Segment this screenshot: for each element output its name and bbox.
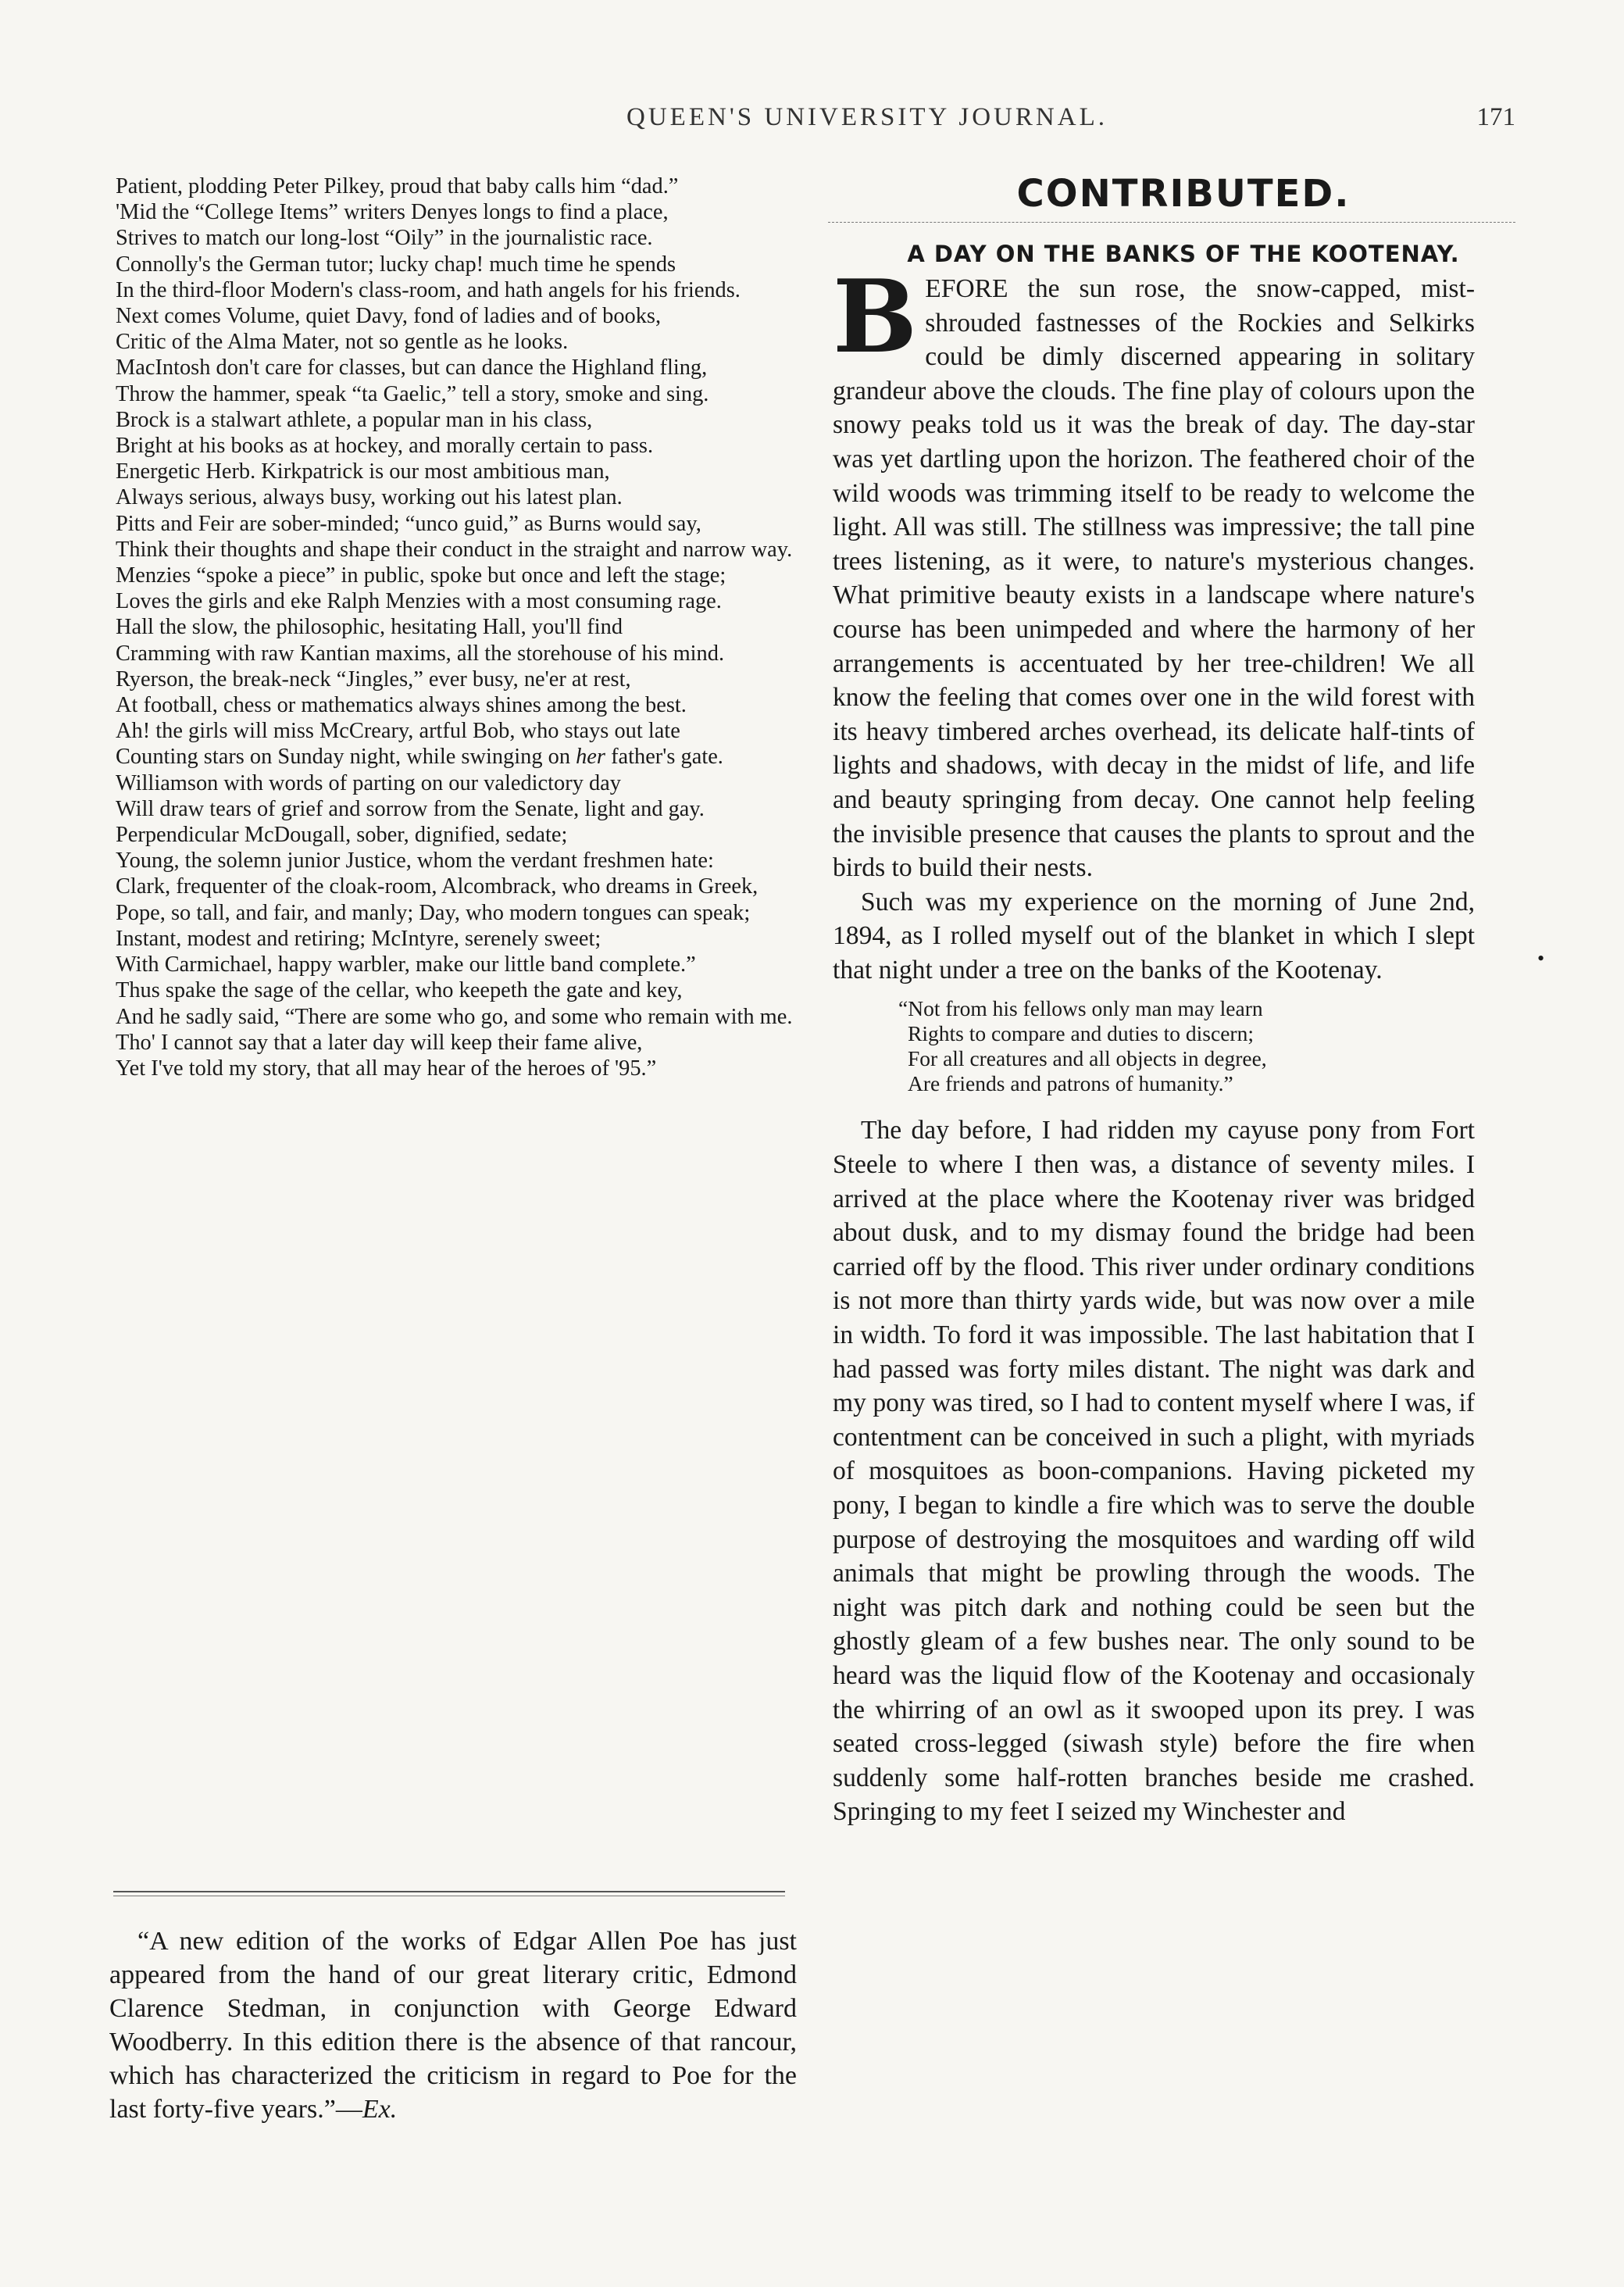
poem-line: Brock is a stalwart athlete, a popular man in his class, bbox=[116, 407, 593, 432]
poem-line: Energetic Herb. Kirkpatrick is our most ambitious man, bbox=[116, 459, 610, 484]
page-number: 171 bbox=[1476, 103, 1515, 131]
emphasized-word: her bbox=[576, 745, 605, 770]
poem-line: Pitts and Feir are sober-minded; “unco guid,” as Burns would say, bbox=[116, 511, 701, 536]
poe-note-text: “A new edition of the works of Edgar Allen Poe has just appeared from the hand of our great literary critic, Edmond Clarence Stedman, in conjunction with George Edward Woodberry. In this edition there is the absence of that rancour, which has characterized the criticism in regard to Poe for the last forty-five years.”— bbox=[109, 1927, 797, 2124]
poe-note bbox=[109, 1924, 797, 2126]
poem-line: Thus spake the sage of the cellar, who keepeth the gate and key, bbox=[116, 978, 683, 1003]
article-paragraph-1 bbox=[833, 259, 1475, 885]
poem-line: Hall the slow, the philosophic, hesitating Hall, you'll find bbox=[116, 615, 623, 640]
poem-line: With Carmichael, happy warbler, make our little band complete.” bbox=[116, 952, 696, 977]
poem-line: Young, the solemn junior Justice, whom the verdant freshmen hate: bbox=[116, 849, 714, 874]
poem-line: Tho' I cannot say that a later day will keep their fame alive, bbox=[116, 1030, 643, 1055]
poem-line: Strives to match our long-lost “Oily” in the journalistic race. bbox=[116, 226, 653, 251]
poem-line: Ryerson, the break-neck “Jingles,” ever busy, ne'er at rest, bbox=[116, 666, 631, 691]
section-heading: CONTRIBUTED. bbox=[1016, 172, 1351, 216]
poem-line: Throw the hammer, speak “ta Gaelic,” tell a story, smoke and sing. bbox=[116, 381, 709, 406]
poem-line bbox=[116, 744, 797, 770]
heading-rule bbox=[828, 222, 1515, 223]
poem-line: 'Mid the “College Items” writers Denyes longs to find a place, bbox=[116, 200, 669, 225]
article-paragraph-3: The day before, I had ridden my cayuse pony from Fort Steele to where I then was, a distance of seventy miles. I arrived at the place where the Kootenay river was bridged about dusk, and to my dismay found the bridge had been carried off by the flood. This river under ordinary conditions is not more than thirty yards wide, but was now over a mile in width. To ford it was impossible. The last habitation that I had passed was forty miles distant. The night was dark and my pony was tired, so I had to content myself where I was, if contentment can be conceived in such a plight, with myriads of mosquitoes as boon-companions. Having picketed my pony, I began to kindle a fire which was to serve the double purpose of destroying the mosquitoes and warding off wild animals that might be prowling through the woods. The night was pitch dark and nothing could be seen but the ghostly gleam of a few bushes near. The only sound to be heard was the liquid flow of the Kootenay and occasionaly the whirring of an owl as it swooped upon its prey. I was seated cross-legged (siwash style) before the fire when suddenly some half-rotten branches beside me crashed. Springing to my feet I seized my Winchester and bbox=[833, 1116, 1475, 1827]
opening-words: EFORE bbox=[925, 274, 1008, 303]
poem-line: Critic of the Alma Mater, not so gentle as he looks. bbox=[116, 330, 569, 355]
poem-line: Williamson with words of parting on our valedictory day bbox=[116, 770, 621, 795]
article-title: A DAY ON THE BANKS OF THE KOOTENAY. bbox=[907, 241, 1460, 267]
poe-note-source: Ex. bbox=[362, 2095, 398, 2124]
poem-line: Think their thoughts and shape their conduct in the straight and narrow way. bbox=[116, 537, 793, 562]
paragraph-text: the sun rose, the snow-capped, mist-shrouded fastnesses of the Rockies and Selkirks could be dimly discerned appearing in solitary grandeur above the clouds. The fine play of colours upon the snowy peaks told us it was the break of day. The day-star was yet dartling upon the horizon. The feathered choir of the wild woods was trimming itself to be ready to welcome the light. All was still. The stillness was impressive; the tall pine trees listening, as it were, to nature's mysterious changes. What primitive beauty exists in a landscape where nature's course has been unimpeded and where the harmony of her arrangements is accentuated by her tree-children! We all know the feeling that comes over one in the wild forest with its heavy timbered arches overhead, its delicate half-tints of lights and shadows, with decay in the midst of life, and life and beauty springing from decay. One cannot help feeling the invisible presence that causes the plants to sprout and the birds to build their nests. bbox=[833, 274, 1475, 883]
poem bbox=[116, 173, 797, 1081]
article-paragraph-2: Such was my experience on the morning of June 2nd, 1894, as I rolled myself out of the blanket in which I slept that night under a tree on the banks of the Kootenay. bbox=[833, 887, 1475, 984]
epigraph-line: Rights to compare and duties to discern; bbox=[908, 1021, 1254, 1046]
drop-cap: B bbox=[833, 259, 918, 376]
ink-speck: • bbox=[1537, 947, 1545, 970]
column-divider-rule bbox=[113, 1891, 785, 1896]
poem-line: Perpendicular McDougall, sober, dignified, sedate; bbox=[116, 823, 568, 848]
poem-line: Always serious, always busy, working out his latest plan. bbox=[116, 485, 623, 510]
poem-line: Pope, so tall, and fair, and manly; Day, who modern tongues can speak; bbox=[116, 900, 751, 925]
epigraph-line: “Not from his fellows only man may learn bbox=[898, 996, 1263, 1021]
poem-line: Ah! the girls will miss McCreary, artful Bob, who stays out late bbox=[116, 719, 680, 744]
poem-line-start: Counting stars on Sunday night, while swinging on bbox=[116, 745, 576, 770]
poem-line-end: father's gate. bbox=[605, 745, 723, 770]
epigraph-line: For all creatures and all objects in degree, bbox=[908, 1046, 1267, 1071]
poem-line: MacIntosh don't care for classes, but can dance the Highland fling, bbox=[116, 356, 708, 381]
running-title: QUEEN'S UNIVERSITY JOURNAL. bbox=[626, 103, 1108, 131]
epigraph bbox=[833, 996, 1475, 1096]
poem-line: At football, chess or mathematics always shines among the best. bbox=[116, 693, 687, 718]
poem-line: Instant, modest and retiring; McIntyre, serenely sweet; bbox=[116, 926, 601, 951]
article-body bbox=[833, 259, 1475, 1829]
poem-line: And he sadly said, “There are some who go, and some who remain with me. bbox=[116, 1004, 793, 1029]
epigraph-line: Are friends and patrons of humanity.” bbox=[908, 1071, 1233, 1096]
poem-line: Next comes Volume, quiet Davy, fond of ladies and of books, bbox=[116, 304, 662, 329]
poem-line: Connolly's the German tutor; lucky chap! much time he spends bbox=[116, 252, 676, 277]
poem-line: Patient, plodding Peter Pilkey, proud that baby calls him “dad.” bbox=[116, 174, 679, 198]
poem-line: In the third-floor Modern's class-room, and hath angels for his friends. bbox=[116, 277, 741, 302]
poem-line: Yet I've told my story, that all may hear of the heroes of '95.” bbox=[116, 1056, 657, 1081]
poem-line: Bright at his books as at hockey, and morally certain to pass. bbox=[116, 434, 654, 459]
poem-line: Menzies “spoke a piece” in public, spoke but once and left the stage; bbox=[116, 563, 726, 588]
poem-line: Cramming with raw Kantian maxims, all the storehouse of his mind. bbox=[116, 641, 725, 666]
poem-line: Clark, frequenter of the cloak-room, Alcombrack, who dreams in Greek, bbox=[116, 874, 758, 899]
poem-line: Loves the girls and eke Ralph Menzies with a most consuming rage. bbox=[116, 589, 722, 614]
poem-line: Will draw tears of grief and sorrow from the Senate, light and gay. bbox=[116, 796, 705, 821]
running-head bbox=[109, 103, 1515, 150]
